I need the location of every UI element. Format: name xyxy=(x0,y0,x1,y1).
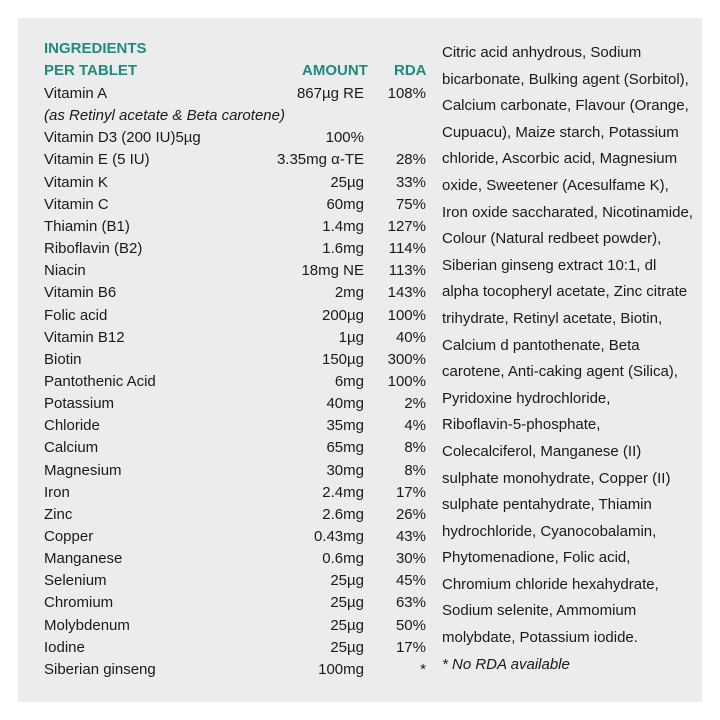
nutrient-name: Potassium xyxy=(44,395,115,413)
ingredients-line: carotene, Anti-caking agent (Silica), xyxy=(442,363,678,381)
nutrient-row xyxy=(44,615,426,637)
nutrient-row xyxy=(44,327,426,349)
nutrient-name: Biotin xyxy=(44,350,82,368)
ingredients-line: Colour (Natural redbeet powder), xyxy=(442,230,662,248)
nutrient-name: Vitamin K xyxy=(44,173,108,191)
nutrient-amount: 25µg xyxy=(330,173,364,191)
nutrient-rda: 50% xyxy=(395,616,426,634)
ingredients-line: sulphate monohydrate, Copper (II) xyxy=(442,469,671,487)
amount-column-header: AMOUNT xyxy=(302,62,368,79)
nutrient-name: Vitamin B12 xyxy=(44,328,125,346)
nutrient-row xyxy=(44,504,426,526)
nutrient-rda: 28% xyxy=(395,151,426,169)
per-tablet-heading: PER TABLET xyxy=(44,62,138,79)
nutrient-name: Magnesium xyxy=(44,461,122,479)
nutrient-amount: 18mg NE xyxy=(301,262,364,280)
nutrient-rda: 33% xyxy=(395,173,426,191)
nutrient-row xyxy=(44,548,426,570)
nutrient-name: Manganese xyxy=(44,550,123,568)
nutrient-amount: 25µg xyxy=(330,616,364,634)
nutrient-rda: 8% xyxy=(404,461,426,479)
nutrient-row xyxy=(44,305,426,327)
nutrient-amount: 0.43mg xyxy=(313,528,364,545)
ingredients-line: Iron oxide saccharated, Nicotinamide, xyxy=(442,203,693,221)
nutrient-row xyxy=(44,570,426,592)
ingredients-line: molybdate, Potassium iodide. xyxy=(442,629,638,647)
nutrient-row xyxy=(44,659,426,681)
nutrient-rda: 63% xyxy=(395,594,426,612)
nutrient-rda: * xyxy=(420,660,426,678)
nutrient-row xyxy=(44,371,426,393)
nutrient-name: (as Retinyl acetate & Beta carotene) xyxy=(44,107,285,125)
nutrient-amount: 200µg xyxy=(321,306,364,324)
other-ingredients-list xyxy=(442,40,697,678)
nutrient-row xyxy=(44,194,426,216)
nutrient-amount: 25µg xyxy=(330,594,364,612)
nutrient-rda: 40% xyxy=(395,328,426,346)
nutrient-row xyxy=(44,460,426,482)
nutrient-name: Chromium xyxy=(44,594,114,612)
ingredients-line: Sodium selenite, Ammomium xyxy=(442,602,637,620)
nutrient-row xyxy=(44,349,426,371)
ingredients-line: alpha tocopheryl acetate, Zinc citrate xyxy=(442,283,688,301)
nutrient-amount: 40mg xyxy=(326,395,364,413)
ingredients-line: Citric acid anhydrous, Sodium xyxy=(442,44,642,61)
nutrient-amount: 35mg xyxy=(326,417,364,435)
nutrient-rda: 127% xyxy=(387,217,426,235)
nutrient-amount: 1µg xyxy=(338,328,364,346)
nutrient-row xyxy=(44,282,426,304)
nutrient-name: Riboflavin (B2) xyxy=(44,240,143,258)
ingredients-line: Calcium d pantothenate, Beta xyxy=(442,336,640,354)
nutrient-name: Iron xyxy=(44,483,70,501)
nutrient-row xyxy=(44,415,426,437)
ingredients-line: sulphate pentahydrate, Thiamin xyxy=(442,496,652,514)
ingredients-line: Pyridoxine hydrochloride, xyxy=(442,389,611,407)
nutrient-amount: 2.4mg xyxy=(322,483,364,501)
nutrient-name: Vitamin D3 (200 IU)5µg xyxy=(44,129,201,147)
nutrient-rda: 75% xyxy=(395,195,426,213)
ingredients-line: chloride, Ascorbic acid, Magnesium xyxy=(442,150,678,168)
nutrient-amount: 25µg xyxy=(330,572,364,590)
nutrient-amount: 1.6mg xyxy=(322,240,364,258)
nutrient-name: Zinc xyxy=(44,505,73,523)
nutrient-rda: 300% xyxy=(387,350,426,368)
nutrient-rda: 45% xyxy=(395,572,426,590)
nutrient-rda: 17% xyxy=(395,638,426,656)
ingredients-line: Phytomenadione, Folic acid, xyxy=(442,549,631,567)
nutrient-amount: 100mg xyxy=(318,660,364,678)
nutrient-rda: 114% xyxy=(388,240,426,258)
nutrient-name: Vitamin E (5 IU) xyxy=(44,151,150,169)
nutrient-row xyxy=(44,216,426,238)
nutrient-row xyxy=(44,592,426,614)
nutrient-row xyxy=(44,637,426,659)
nutrient-amount: 1.4mg xyxy=(322,217,364,235)
nutrient-name: Siberian ginseng xyxy=(44,660,156,678)
nutrient-rda: 4% xyxy=(404,417,426,435)
ingredients-line: Calcium carbonate, Flavour (Orange, xyxy=(442,97,689,115)
nutrient-row xyxy=(44,149,426,171)
nutrient-row xyxy=(44,393,426,415)
nutrient-name: Chloride xyxy=(44,417,100,435)
nutrient-name: Calcium xyxy=(44,439,99,457)
nutrient-rda: 30% xyxy=(395,550,426,568)
ingredients-heading: INGREDIENTS xyxy=(44,40,147,57)
ingredients-line: Siberian ginseng extract 10:1, dl xyxy=(442,256,657,274)
nutrient-amount: 867µg RE xyxy=(296,85,364,102)
nutrient-rda: 8% xyxy=(404,439,426,457)
nutrient-name: Vitamin C xyxy=(44,195,109,213)
nutrient-amount: 65mg xyxy=(326,439,364,457)
nutrient-amount: 2.6mg xyxy=(322,505,364,523)
nutrient-amount: 6mg xyxy=(334,372,364,390)
nutrient-name: Selenium xyxy=(44,572,107,590)
nutrient-name: Pantothenic Acid xyxy=(44,372,156,390)
nutrient-amount: 0.6mg xyxy=(322,550,364,568)
ingredients-line: hydrochloride, Cyanocobalamin, xyxy=(442,522,657,540)
nutrient-rda: 43% xyxy=(395,528,426,545)
nutrient-rda: 17% xyxy=(395,483,426,501)
nutrient-amount: 25µg xyxy=(330,638,364,656)
nutrient-rda: 108% xyxy=(387,85,426,102)
ingredients-line: trihydrate, Retinyl acetate, Biotin, xyxy=(442,309,663,327)
ingredients-line: bicarbonate, Bulking agent (Sorbitol), xyxy=(442,70,689,88)
nutrient-amount: 3.35mg α-TE xyxy=(276,151,364,169)
nutrient-row xyxy=(44,260,426,282)
nutrient-row xyxy=(44,172,426,194)
nutrient-rda: 113% xyxy=(388,262,426,280)
nutrient-name: Vitamin B6 xyxy=(44,284,117,302)
nutrient-name: Vitamin A xyxy=(44,85,108,102)
nutrient-rda: 100% xyxy=(387,306,426,324)
nutrient-row xyxy=(44,526,426,548)
nutrient-name: Copper xyxy=(44,528,94,545)
nutrient-amount: 60mg xyxy=(326,195,364,213)
nutrient-name: Iodine xyxy=(44,638,85,656)
nutrient-name: Molybdenum xyxy=(44,616,130,634)
nutrient-amount: 100% xyxy=(325,129,364,147)
nutrient-row xyxy=(44,105,426,127)
ingredients-line: Cupuacu), Maize starch, Potassium xyxy=(442,123,679,141)
nutrient-amount: 2mg xyxy=(334,284,364,302)
ingredients-line: Colecalciferol, Manganese (II) xyxy=(442,442,642,460)
nutrient-name: Niacin xyxy=(44,262,86,280)
ingredients-line: Chromium chloride hexahydrate, xyxy=(442,575,659,593)
nutrient-amount: 150µg xyxy=(321,350,364,368)
nutrient-rda: 143% xyxy=(387,284,426,302)
nutrient-name: Folic acid xyxy=(44,306,108,324)
nutrient-row xyxy=(44,482,426,504)
ingredients-line: oxide, Sweetener (Acesulfame K), xyxy=(442,176,669,194)
nutrient-row xyxy=(44,238,426,260)
nutrient-row xyxy=(44,127,426,149)
nutrient-row xyxy=(44,437,426,459)
ingredients-line: Riboflavin-5-phosphate, xyxy=(442,416,601,434)
nutrient-rda: 100% xyxy=(387,372,426,390)
nutrient-name: Thiamin (B1) xyxy=(44,217,130,235)
no-rda-footnote: * No RDA available xyxy=(442,655,570,673)
nutrient-rda: 2% xyxy=(404,395,426,413)
nutrient-amount: 30mg xyxy=(326,461,364,479)
nutrient-rda: 26% xyxy=(395,505,426,523)
rda-column-header: RDA xyxy=(394,62,427,79)
nutrient-row xyxy=(44,83,426,105)
